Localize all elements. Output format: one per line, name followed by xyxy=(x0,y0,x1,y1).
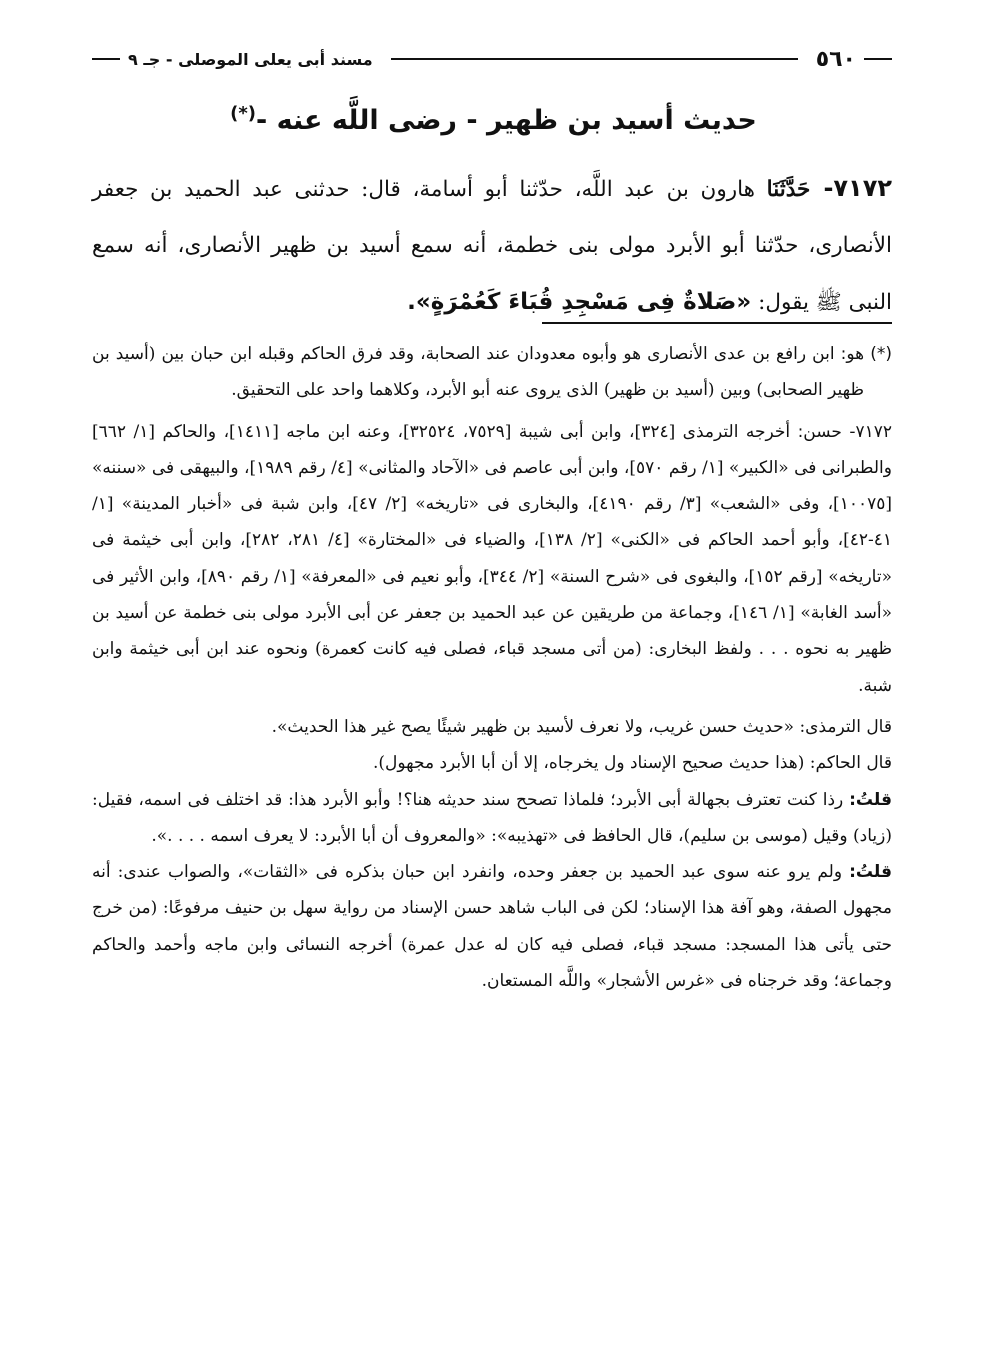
footnote-hadith xyxy=(92,414,892,704)
header-rule xyxy=(391,58,798,60)
hadith-isnad: هارون بن عبد اللَّه، حدّثنا أبو أسامة، قال: حدثنى عبد الحميد بن جعفر الأنصارى، حدّثنا أبو الأبرد مولى بنى خطمة، أنه سمع أسيد بن ظهير الأنصارى، أنه سمع النبى ﷺ يقول: xyxy=(92,177,892,315)
hadith-number: ٧١٧٢ xyxy=(833,174,892,202)
footnote-separator xyxy=(542,322,892,324)
hadith-opening: حَدَّثَنَا xyxy=(766,177,811,202)
page-number: ٥٦٠ xyxy=(815,46,856,72)
footnotes xyxy=(92,336,892,999)
footnote-star xyxy=(92,336,892,409)
header-dash-right xyxy=(864,58,892,60)
footnote-hadith-text: أخرجه الترمذى [٣٢٤]، وابن أبى شيبة [٧٥٢٩، ٣٢٥٢٤]، وعنه ابن ماجه [١٤١١]، والحاكم [١/ ٦٦٢] والطبرانى فى «الكبير» [١/ رقم ٥٧٠]، وابن أبى عاصم فى «الآحاد والمثانى» [٤/ رقم ١٩٨٩]، والبيهقى فى «سننه» [١٠٠٧٥]، وفى «الشعب» [٣/ رقم ٤١٩٠]، والبخارى فى «تاريخه» [٢/ ٤٧]، وابن شبة فى «أخبار المدينة» [١/ ٤١-٤٢]، وأبو أحمد الحاكم فى «الكنى» [٢/ ١٣٨]، والضياء فى «المختارة» [٤/ ٢٨١، ٢٨٢]، وابن أبى خيثمة فى «تاريخه» [رقم ١٥٢]، والبغوى فى «شرح السنة» [٢/ ٣٤٤]، وأبو نعيم فى «المعرفة» [١/ رقم ٨٩٠]، وابن الأثير فى «أسد الغابة» [١/ ١٤٦]، وجماعة من طريقين عن عبد الحميد بن جعفر عن أبى الأبرد مولى بنى خطمة عن أسيد بن ظهير به نحوه . . . ولفظ البخارى: (من أتى مسجد قباء، فصلى فيه كانت كعمرة) ونحوه عند ابن أبى خيثمة وابن شبة. xyxy=(92,421,893,696)
hadith-text xyxy=(92,160,892,331)
hadith-matn: «صَلاةٌ فِى مَسْجِدِ قُبَاءَ كَعُمْرَةٍ». xyxy=(407,289,752,315)
hadith-number-dash: - xyxy=(810,174,834,202)
footnote-hadith-label: ٧١٧٢- حسن: xyxy=(797,421,893,442)
footnote-marker: (*) xyxy=(230,103,256,124)
author-comment-2-text: ولم يرو عنه سوى عبد الحميد بن جعفر وحده، وانفرد ابن حبان بذكره فى «الثقات»، والصواب عندى: أنه مجهول الصفة، وهو آفة هذا الإسناد؛ لكن فى الباب شاهد حسن الإسناد من رواية سهل بن حنيف مرفوعًا: (من خرج حتى يأتى هذا المسجد: مسجد قباء، فصلى فيه كان له عدل عمرة) أخرجه النسائى وابن ماجه وأحمد والحاكم وجماعة؛ وقد خرجناه فى «غرس الأشجار» واللَّه المستعان. xyxy=(92,862,892,992)
author-comment-1-label: قلتُ: xyxy=(849,789,892,810)
footnote-star-label: (*) هو: xyxy=(840,344,892,364)
author-comment-2 xyxy=(92,854,892,999)
author-comment-1 xyxy=(92,782,892,855)
author-comment-1-text: رذا كنت تعترف بجهالة أبى الأبرد؛ فلماذا تصحح سند حديثه هنا؟! وأبو الأبرد هذا: قد اختلف فى اسمه، فقيل: (زياد) وقيل (موسى بن سليم)، قال الحافظ فى «تهذيبه»: «والمعروف أن أبا الأبرد: لا يعرف اسمه . . . .». xyxy=(92,789,892,846)
header-dash-left xyxy=(92,58,120,60)
tirmidhi-comment: قال الترمذى: «حديث حسن غريب، ولا نعرف لأسيد بن ظهير شيئًا يصح غير هذا الحديث». xyxy=(271,716,892,737)
chapter-heading xyxy=(0,92,987,143)
hakim-comment: قال الحاكم: (هذا حديث صحيح الإسناد ول يخرجاه، إلا أن أبا الأبرد مجهول). xyxy=(372,753,892,774)
book-title: مسند أبى يعلى الموصلى - جـ ٩ xyxy=(128,49,373,69)
chapter-title: حديث أسيد بن ظهير - رضى اللَّه عنه - xyxy=(255,105,757,136)
author-comment-2-label: قلتُ: xyxy=(849,862,892,883)
running-header xyxy=(92,44,892,74)
footnote-star-text: ابن رافع بن عدى الأنصارى هو وأبوه معدودان عند الصحابة، وقد فرق الحاكم وقبله ابن حبان بين (أسيد بن ظهير الصحابى) وبين (أسيد بن ظهير) الذى يروى عنه أبو الأبرد، وكلاهما واحد على التحقيق. xyxy=(92,344,864,401)
